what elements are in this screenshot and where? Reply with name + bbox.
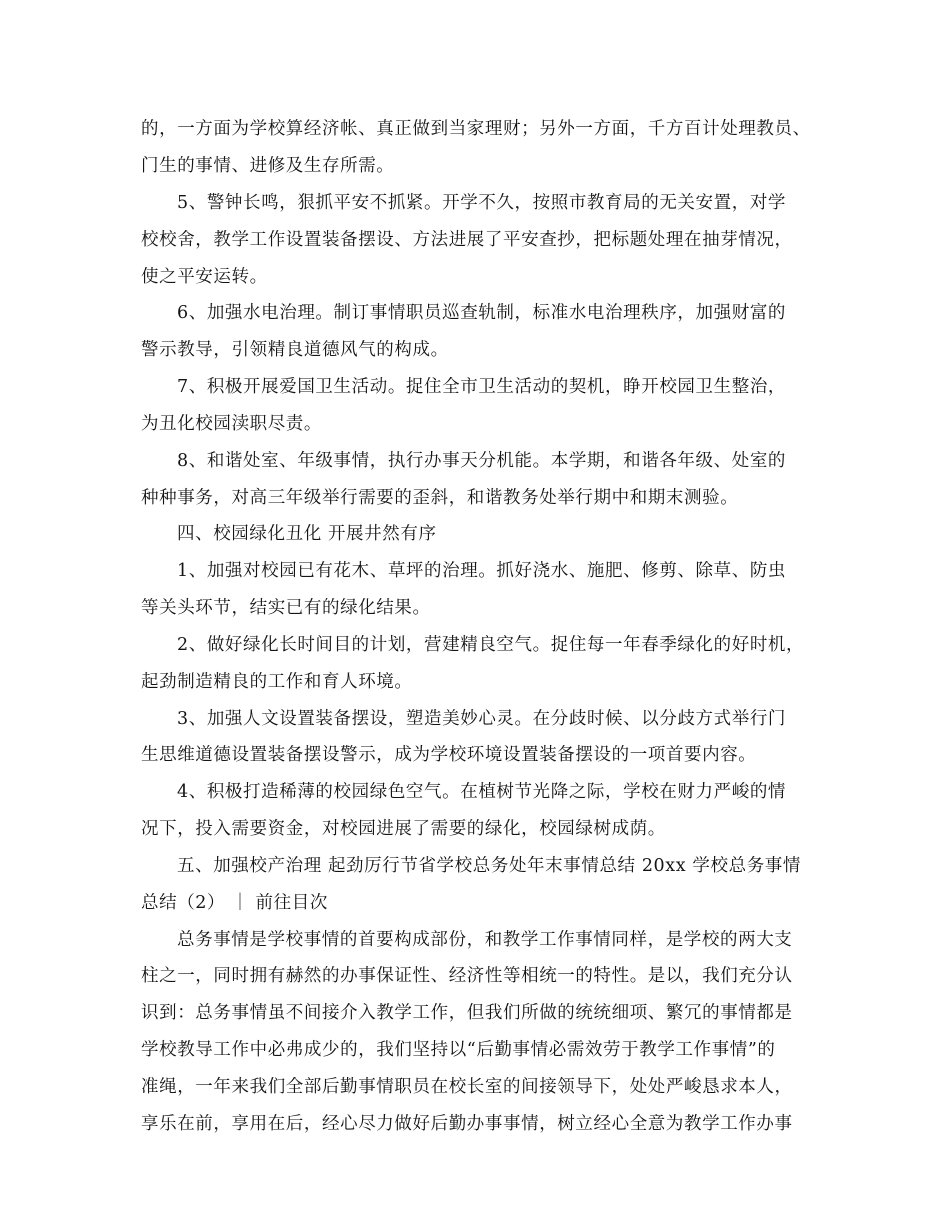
text-line: 校校舍，教学工作设置装备摆设、方法进展了平安查抄，把标题处理在抽芽情况， [141,230,793,250]
text-line: 准绳，一年来我们全部后勤事情职员在校长室的间接领导下，处处严峻恳求本人， [141,1077,793,1097]
text-line: 起劲制造精良的工作和育人环境。 [141,672,413,692]
text-line: 总结（2） ｜ 前往目次 [141,893,328,913]
text-line: 种种事务，对高三年级举行需要的歪斜，和谐教务处举行期中和期末测验。 [141,488,739,508]
section-heading: 四、校园绿化丑化 开展井然有序 [177,524,437,544]
text-line: 警示教导，引领精良道德风气的构成。 [141,340,449,360]
paragraph-line: 4、积极打造稀薄的校园绿色空气。在植树节光降之际，学校在财力严峻的情 [177,782,787,802]
text-line: 柱之一，同时拥有赫然的办事保证性、经济性等相统一的特性。是以，我们充分认 [141,966,793,986]
text-line: 学校教导工作中必弗成少的，我们坚持以“后勤事情必需效劳于教学工作事情”的 [141,1040,776,1060]
paragraph-line: 6、加强水电治理。制订事情职员巡查轨制，标准水电治理秩序，加强财富的 [177,303,787,323]
text-line: 识到：总务事情虽不间接介入教学工作，但我们所做的统统细项、繁冗的事情都是 [141,1003,793,1023]
paragraph-line: 8、和谐处室、年级事情，执行办事天分机能。本学期，和谐各年级、处室的 [177,451,787,471]
section-heading: 五、加强校产治理 起劲厉行节省学校总务处年末事情总结 20xx 学校总务事情 [177,856,801,876]
text-line: 享乐在前，享用在后，经心尽力做好后勤办事事情，树立经心全意为教学工作办事 [141,1114,793,1134]
paragraph-line: 7、积极开展爱国卫生活动。捉住全市卫生活动的契机，睁开校园卫生整治， [177,377,787,397]
text-line: 为丑化校园渎职尽责。 [141,414,322,434]
text-line: 门生的事情、进修及生存所需。 [141,156,395,176]
text-line: 等关头环节，结实已有的绿化结果。 [141,598,431,618]
text-line: 生思维道德设置装备摆设警示，成为学校环境设置装备摆设的一项首要内容。 [141,745,757,765]
paragraph-line: 总务事情是学校事情的首要构成部份，和教学工作事情同样，是学校的两大支 [177,930,793,950]
text-line: 使之平安运转。 [141,267,268,287]
paragraph-line: 5、警钟长鸣，狠抓平安不抓紧。开学不久，按照市教育局的无关安置，对学 [177,193,787,213]
text-line: 况下，投入需要资金，对校园进展了需要的绿化，校园绿树成荫。 [141,819,666,839]
text-line: 的，一方面为学校算经济帐、真正做到当家理财；另外一方面，千方百计处理教员、 [141,119,811,139]
paragraph-line: 2、做好绿化长时间目的计划，营建精良空气。捉住每一年春季绿化的好时机， [177,635,805,655]
paragraph-line: 3、加强人文设置装备摆设，塑造美妙心灵。在分歧时候、以分歧方式举行门 [177,709,787,729]
paragraph-line: 1、加强对校园已有花木、草坪的治理。抓好浇水、施肥、修剪、除草、防虫 [177,561,787,581]
